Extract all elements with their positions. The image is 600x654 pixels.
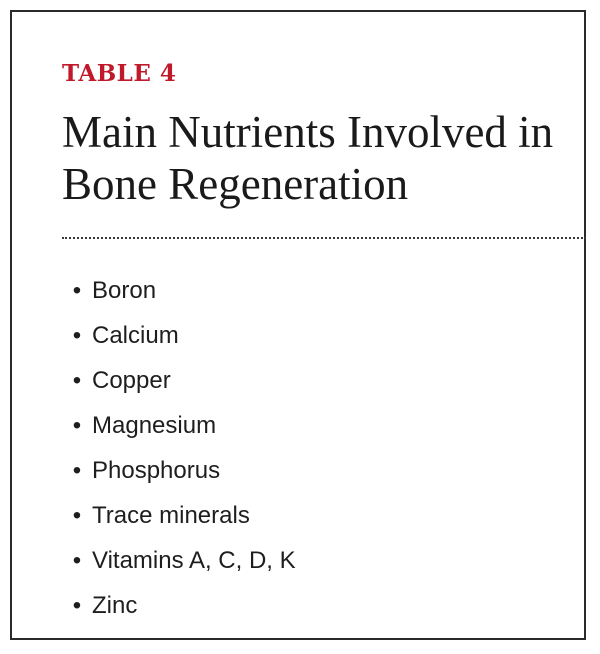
bullet-icon: •	[72, 411, 82, 439]
bullet-icon: •	[72, 456, 82, 484]
list-item	[62, 448, 296, 493]
list-item	[62, 358, 296, 403]
nutrient-name: Zinc	[92, 591, 138, 619]
bullet-icon: •	[72, 276, 82, 304]
nutrient-list	[62, 268, 296, 628]
list-item	[62, 493, 296, 538]
table-label: TABLE 4	[62, 60, 177, 87]
bullet-icon: •	[72, 366, 82, 394]
list-item	[62, 313, 296, 358]
table-frame	[10, 10, 586, 640]
nutrient-name: Magnesium	[92, 411, 217, 439]
bullet-icon: •	[72, 591, 82, 619]
list-item	[62, 538, 296, 583]
nutrient-name: Calcium	[92, 321, 179, 349]
bullet-icon: •	[72, 321, 82, 349]
table-title: Main Nutrients Involved in Bone Regeneration	[62, 107, 554, 209]
list-item	[62, 583, 296, 628]
nutrient-name: Trace minerals	[92, 501, 250, 529]
bullet-icon: •	[72, 546, 82, 574]
nutrient-name: Boron	[92, 276, 157, 304]
nutrient-name: Copper	[92, 366, 171, 394]
list-item	[62, 268, 296, 313]
list-item	[62, 403, 296, 448]
nutrient-name: Phosphorus	[92, 456, 221, 484]
dotted-divider	[62, 237, 586, 239]
nutrient-name: Vitamins A, C, D, K	[92, 546, 296, 574]
bullet-icon: •	[72, 501, 82, 529]
